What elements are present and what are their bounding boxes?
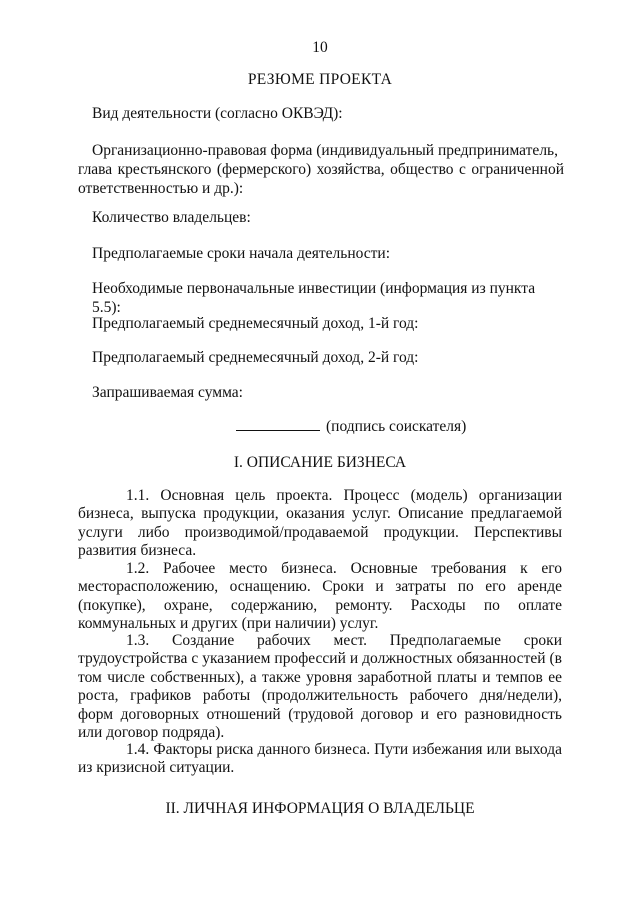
section-1-title: I. ОПИСАНИЕ БИЗНЕСА xyxy=(233,454,407,471)
signature-blank xyxy=(236,416,320,431)
field-legal-form xyxy=(78,141,564,198)
field-legal-form-line1: Организационно-правовая форма (индивидуальный предприниматель, xyxy=(92,142,558,159)
page-number: 10 xyxy=(312,39,328,56)
document-title: РЕЗЮМЕ ПРОЕКТА xyxy=(247,71,393,88)
signature-label: (подпись соискателя) xyxy=(326,418,467,435)
section-2-title: II. ЛИЧНАЯ ИНФОРМАЦИЯ О ВЛАДЕЛЬЦЕ xyxy=(165,800,475,817)
field-owners: Количество владельцев: xyxy=(92,209,251,226)
field-income-year1: Предполагаемый среднемесячный доход, 1-й год: xyxy=(92,315,419,332)
field-investments: Необходимые первоначальные инвестиции (информация из пункта 5.5): xyxy=(92,280,536,316)
section-1-item-4: 1.4. Факторы риска данного бизнеса. Пути избежания или выхода из кризисной ситуации. xyxy=(78,741,562,777)
field-income-year2: Предполагаемый среднемесячный доход, 2-й год: xyxy=(92,349,419,366)
signature-line xyxy=(236,416,486,436)
section-1-item-1: 1.1. Основная цель проекта. Процесс (модель) организации бизнеса, выпуска продукции, оказания услуг. Описание предлагаемой услуги либо производимой/продаваемой продукции. Перспективы развития бизнеса. xyxy=(78,487,562,560)
section-1-item-2: 1.2. Рабочее место бизнеса. Основные требования к его месторасположению, оснащению. Сроки и затраты по его аренде (покупке), охране, содержанию, ремонту. Расходы по оплате коммунальных и других (при наличии) услуг. xyxy=(78,560,562,633)
field-activity: Вид деятельности (согласно ОКВЭД): xyxy=(92,105,343,122)
field-start-dates: Предполагаемые сроки начала деятельности: xyxy=(92,245,391,262)
section-1-item-3: 1.3. Создание рабочих мест. Предполагаемые сроки трудоустройства с указанием профессий и должностных обязанностей (в том числе собственных), а также уровня заработной платы и темпов ее роста, графиков работы (продолжительность рабочего дня/недели), форм договорных отношений (трудовой договор и его разновидность или договор подряда). xyxy=(78,632,562,742)
field-legal-form-rest: глава крестьянского (фермерского) хозяйства, общество с ограниченной ответственностью и др.): xyxy=(78,161,564,197)
field-requested-amount: Запрашиваемая сумма: xyxy=(92,384,243,401)
